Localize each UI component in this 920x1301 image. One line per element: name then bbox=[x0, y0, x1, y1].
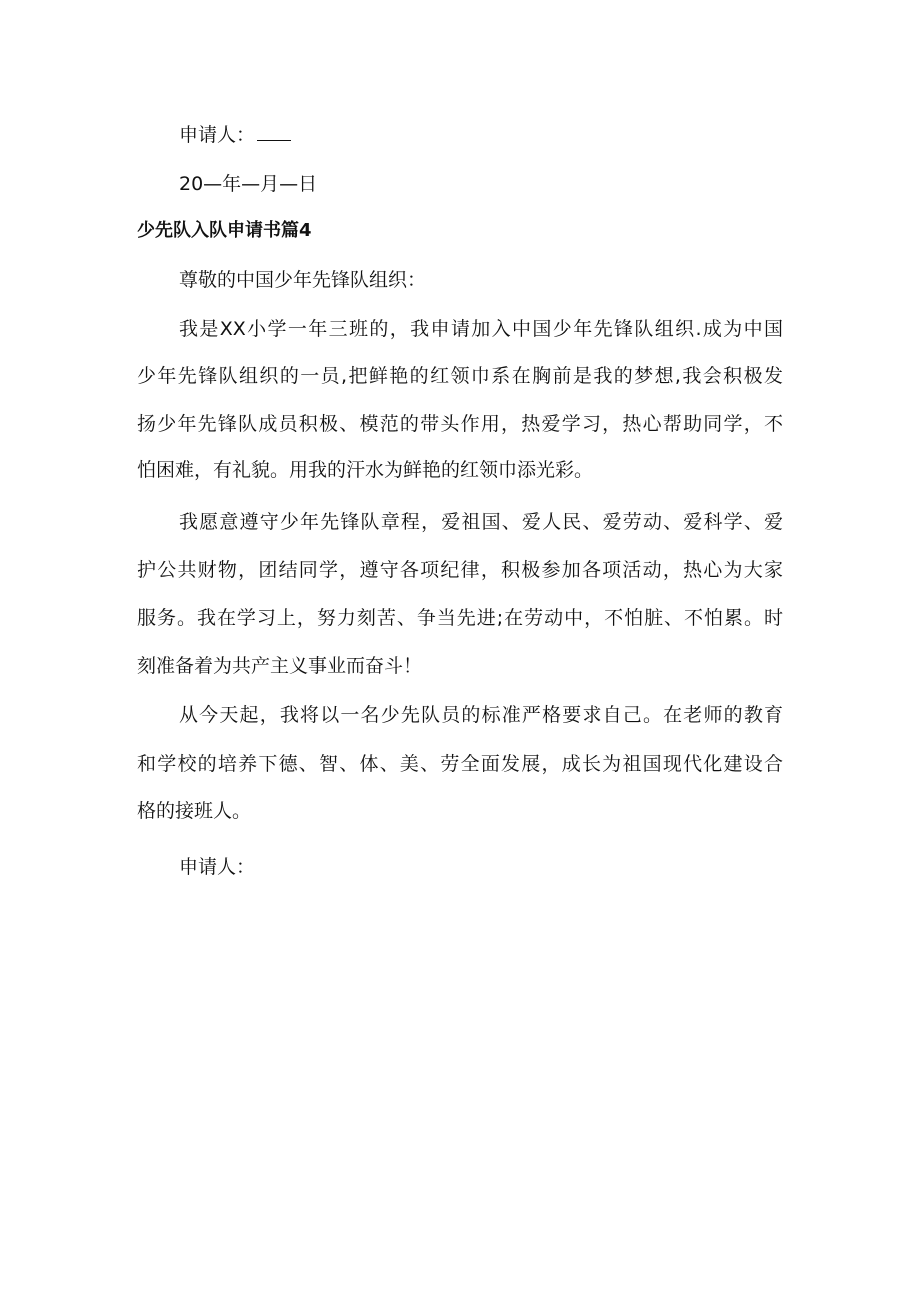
paragraph-1-line-1: 我是XX小学一年三班的，我申请加入中国少年先锋队组织.成为中国 bbox=[179, 318, 783, 340]
paragraph-2-line-3: 服务。我在学习上，努力刻苦、争当先进;在劳动中，不怕脏、不怕累。时 bbox=[137, 607, 783, 629]
paragraph-3-line-1: 从今天起，我将以一名少先队员的标准严格要求自己。在老师的教育 bbox=[179, 704, 783, 726]
date-line: 20—年—月—日 bbox=[179, 173, 318, 195]
section-title: 少先队入队申请书篇4 bbox=[137, 220, 312, 241]
bottom-signature-label: 申请人： bbox=[179, 856, 256, 878]
top-signature-line bbox=[179, 123, 825, 147]
signature-blank bbox=[257, 125, 291, 141]
paragraph-2-line-2: 护公共财物，团结同学，遵守各项纪律，积极参加各项活动，热心为大家 bbox=[137, 559, 783, 581]
salutation: 尊敬的中国少年先锋队组织： bbox=[179, 269, 427, 291]
paragraph-1-line-3: 扬少年先锋队成员积极、模范的带头作用，热爱学习，热心帮助同学，不 bbox=[137, 413, 783, 435]
paragraph-3-line-3: 格的接班人。 bbox=[137, 800, 252, 822]
top-signature-label: 申请人： bbox=[179, 124, 256, 146]
paragraph-1-line-2: 少年先锋队组织的一员,把鲜艳的红领巾系在胸前是我的梦想,我会积极发 bbox=[137, 365, 783, 387]
paragraph-2-line-4: 刻准备着为共产主义事业而奋斗！ bbox=[137, 655, 423, 677]
paragraph-1-line-4: 怕困难，有礼貌。用我的汗水为鲜艳的红领巾添光彩。 bbox=[137, 459, 594, 481]
paragraph-2-line-1: 我愿意遵守少年先锋队章程，爱祖国、爱人民、爱劳动、爱科学、爱 bbox=[179, 511, 783, 533]
paragraph-3-line-2: 和学校的培养下德、智、体、美、劳全面发展，成长为祖国现代化建设合 bbox=[137, 753, 783, 775]
